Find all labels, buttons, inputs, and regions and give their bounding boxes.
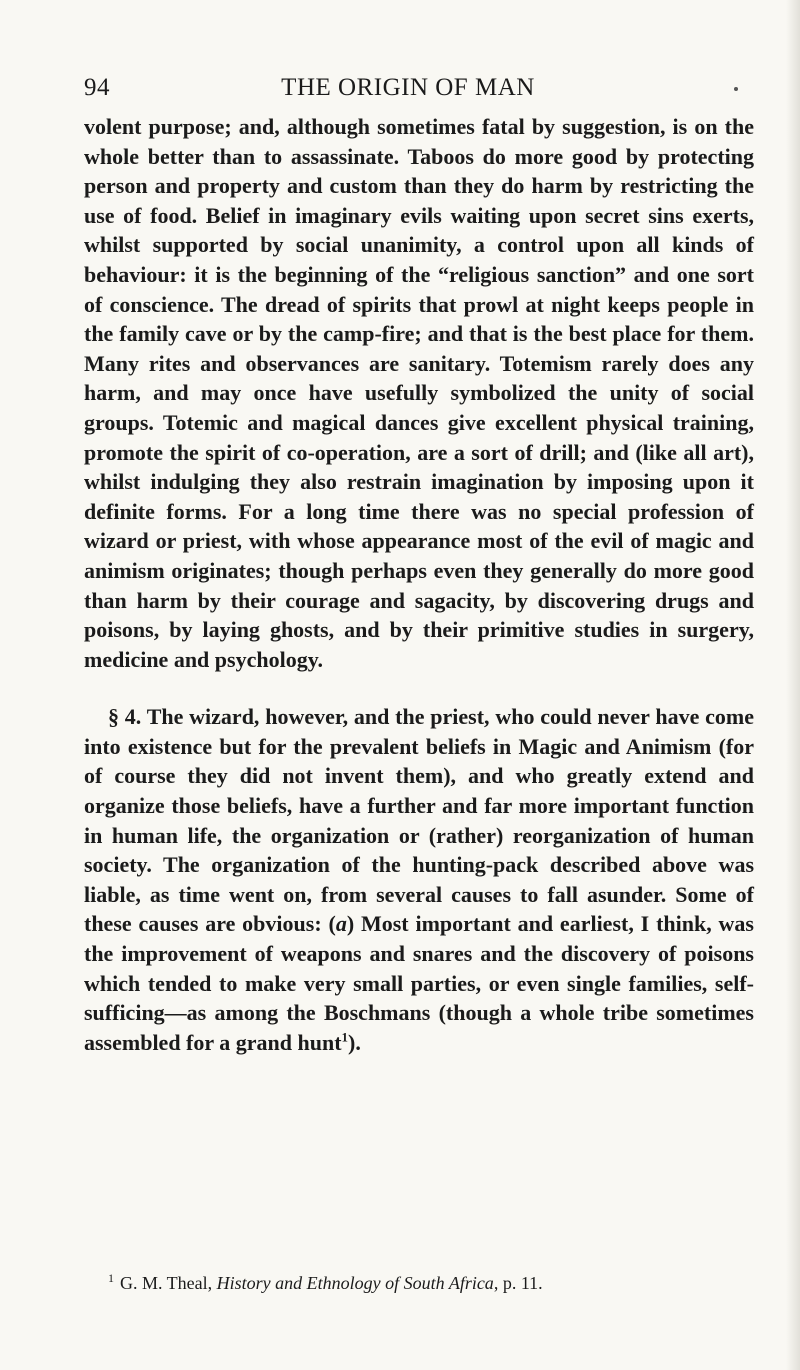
footnote-reference: 1 xyxy=(341,1029,349,1045)
paragraph-2-end: ). xyxy=(348,1029,361,1055)
footnote-mark: 1 xyxy=(108,1271,114,1285)
footnote-author: G. M. Theal, xyxy=(120,1273,213,1293)
footnote-title: History and Ethnology of South Africa xyxy=(216,1273,494,1293)
page-edge-shadow xyxy=(786,0,800,1370)
page-number: 94 xyxy=(84,74,110,101)
paragraph-1: volent purpose; and, although sometimes fatal by suggestion, is on the whole better than to assassinate. Taboos do more good by protecting person and property and custom than they do harm by restricting the use of food. Belief in imaginary evils waiting upon secret sins exerts, whilst supported by social unanimity, a control upon all kinds of behaviour: it is the beginning of the “religious sanction” and one sort of conscience. The dread of spirits that prowl at night keeps people in the family cave or by the camp-fire; and that is the best place for them. Many rites and observances are sanitary. Totemism rarely does any harm, and may once have usefully symbolized the unity of social groups. Totemic and magical dances give excellent physical training, promote the spirit of co-operation, are a sort of drill; and (like all art), whilst indulging they also restrain imagination by imposing upon it definite forms. For a long time there was no special profession of wizard or priest, with whose appearance most of the evil of magic and animism originates; though perhaps even they generally do more good than harm by their courage and sagacity, by discovering drugs and poisons, by laying ghosts, and by their primitive studies in surgery, medicine and psychology. xyxy=(84,114,754,672)
paragraph-2-rest: ) Most important and earliest, I think, was the improvement of weapons and snares and the discovery of poisons which tended to make very small parties, or even single families, self-sufficing—as among the Boschmans (though a whole tribe sometimes assembled for a grand hunt xyxy=(84,911,754,1055)
printer-dot xyxy=(734,87,738,91)
body-text xyxy=(84,112,754,1057)
paragraph-2-text: § 4. The wizard, however, and the priest, who could never have come into existence but for the prevalent beliefs in Magic and Animism (for of course they did not invent them), and who greatly extend and organize those beliefs, have a further and far more important function in human life, the organization or (rather) reorganization of human society. The organization of the hunting-pack described above was liable, as time went on, from several causes to fall asunder. Some of these causes are obvious: ( xyxy=(84,704,754,937)
footnote xyxy=(108,1271,758,1295)
running-title: THE ORIGIN OF MAN xyxy=(281,74,535,101)
paragraph-2 xyxy=(84,702,754,1057)
footnote-page: , p. 11. xyxy=(493,1273,543,1293)
paragraph-2-italic: a xyxy=(335,911,347,937)
running-head xyxy=(84,70,732,106)
